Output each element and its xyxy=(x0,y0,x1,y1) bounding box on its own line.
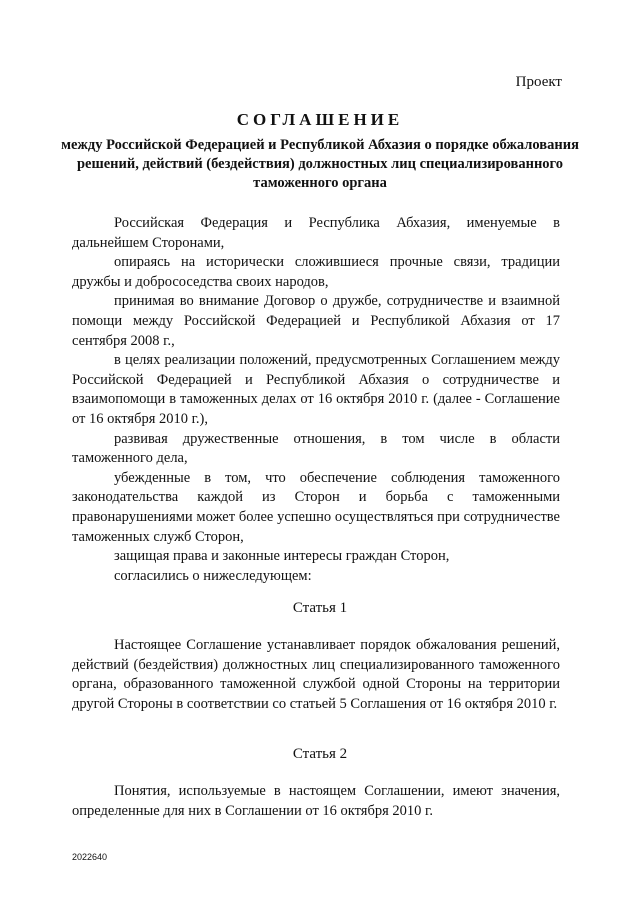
draft-label: Проект xyxy=(515,74,562,90)
preamble-paragraph: опираясь на исторически сложившиеся прочные связи, традиции дружбы и добрососедства своих народов, xyxy=(72,254,560,290)
article-2-heading: Статья 2 xyxy=(292,746,348,762)
preamble-paragraph: принимая во внимание Договор о дружбе, сотрудничестве и взаимной помощи между Российской Федерацией и Республикой Абхазия от 17 сентября 2008 г., xyxy=(72,293,560,349)
preamble-paragraph: согласились о нижеследующем: xyxy=(114,567,312,584)
article-2-text: Понятия, используемые в настоящем Соглашении, имеют значения, определенные для них в Соглашении от 16 октября 2010 г. xyxy=(72,783,560,819)
document-subtitle: между Российской Федерацией и Республикой Абхазия о порядке обжалования решений, действий (бездействия) должностных лиц специализированного таможенного органа xyxy=(61,137,579,191)
article-1-heading: Статья 1 xyxy=(292,600,348,616)
preamble-paragraph: развивая дружественные отношения, в том числе в области таможенного дела, xyxy=(72,430,560,467)
preamble-paragraph: Российская Федерация и Республика Абхазия, именуемые в дальнейшем Сторонами, xyxy=(72,215,560,251)
article-1-text: Настоящее Соглашение устанавливает порядок обжалования решений, действий (бездействия) должностных лиц специализированного таможенного органа, образованного таможенной службой одной Стороны на территории другой Стороны в соответствии со статьей 5 Соглашения от 16 октября 2010 г. xyxy=(72,637,560,712)
preamble xyxy=(72,214,560,586)
preamble-paragraph: в целях реализации положений, предусмотренных Соглашением между Российской Федерацией и Республикой Абхазия о сотрудничестве и взаимопомощи в таможенных делах от 16 октября 2010 г. (далее - Соглашение от 16 октября 2010 г.), xyxy=(72,352,560,427)
preamble-paragraph: защищая права и законные интересы граждан Сторон, xyxy=(114,548,450,565)
preamble-paragraph: убежденные в том, что обеспечение соблюдения таможенного законодательства каждой из Сторон и борьба с таможенными правонарушениями может более успешно осуществляться при сотрудничестве таможенных служб Сторон, xyxy=(72,469,560,545)
document-code: 2022640 xyxy=(72,852,108,862)
article-2-body xyxy=(72,782,560,821)
document-title: СОГЛАШЕНИЕ xyxy=(236,110,404,129)
article-1-body xyxy=(72,636,560,714)
